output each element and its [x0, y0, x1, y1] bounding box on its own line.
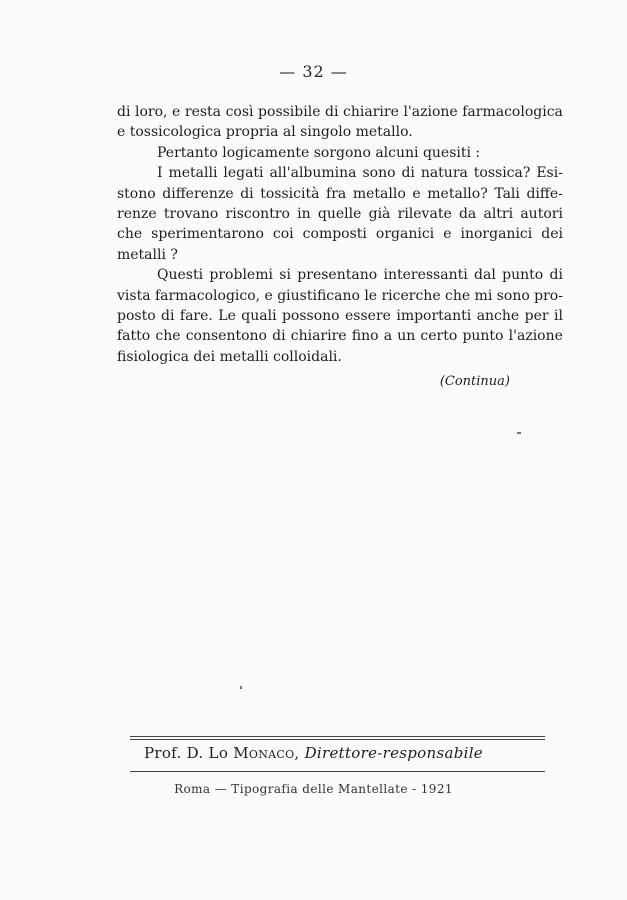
- print-speck: [240, 686, 242, 689]
- director-role: Direttore-responsabile: [304, 744, 483, 762]
- text-line: renze trovano riscontro in quelle già rilevate da altri autori: [117, 205, 563, 222]
- footer-rule-bottom: [130, 771, 545, 772]
- director-prefix: Prof. D. Lo: [143, 744, 234, 762]
- text-line: stono differenze di tossicità fra metallo e metallo? Tali diffe-: [117, 185, 563, 202]
- text-line: di loro, e resta così possibile di chiarire l'azione farmacologica: [117, 104, 563, 120]
- text-line: e tossicologica propria al singolo metallo.: [117, 124, 413, 141]
- body-text: [117, 102, 563, 367]
- page-number: — 32 —: [279, 62, 348, 81]
- text-line: che sperimentarono coi composti organici e inorganici dei: [117, 226, 563, 243]
- text-line: fisiologica dei metalli colloidali.: [117, 348, 342, 365]
- footer-rule-top-double: [130, 739, 545, 740]
- text-line: I metalli legati all'albumina sono di natura tossica? Esi-: [157, 165, 563, 182]
- text-line: Questi problemi si presentano interessanti dal punto di: [157, 267, 563, 284]
- text-line: posto di fare. Le quali possono essere importanti anche per il: [117, 307, 563, 324]
- text-line: fatto che consentono di chiarire fino a un certo punto l'azione: [117, 328, 563, 345]
- director-line: [0, 744, 627, 762]
- text-line: Pertanto logicamente sorgono alcuni quesiti :: [157, 144, 481, 161]
- continued-note: (Continua): [439, 374, 510, 389]
- printer-imprint: Roma — Tipografia delle Mantellate - 1921: [174, 782, 453, 796]
- print-speck: [517, 432, 521, 434]
- footer-rule-top: [130, 736, 545, 737]
- text-line: vista farmacologico, e giustificano le ricerche che mi sono pro-: [117, 287, 563, 304]
- text-line: metalli ?: [117, 246, 178, 263]
- director-surname: Monaco: [233, 744, 295, 762]
- director-separator: ,: [294, 744, 305, 762]
